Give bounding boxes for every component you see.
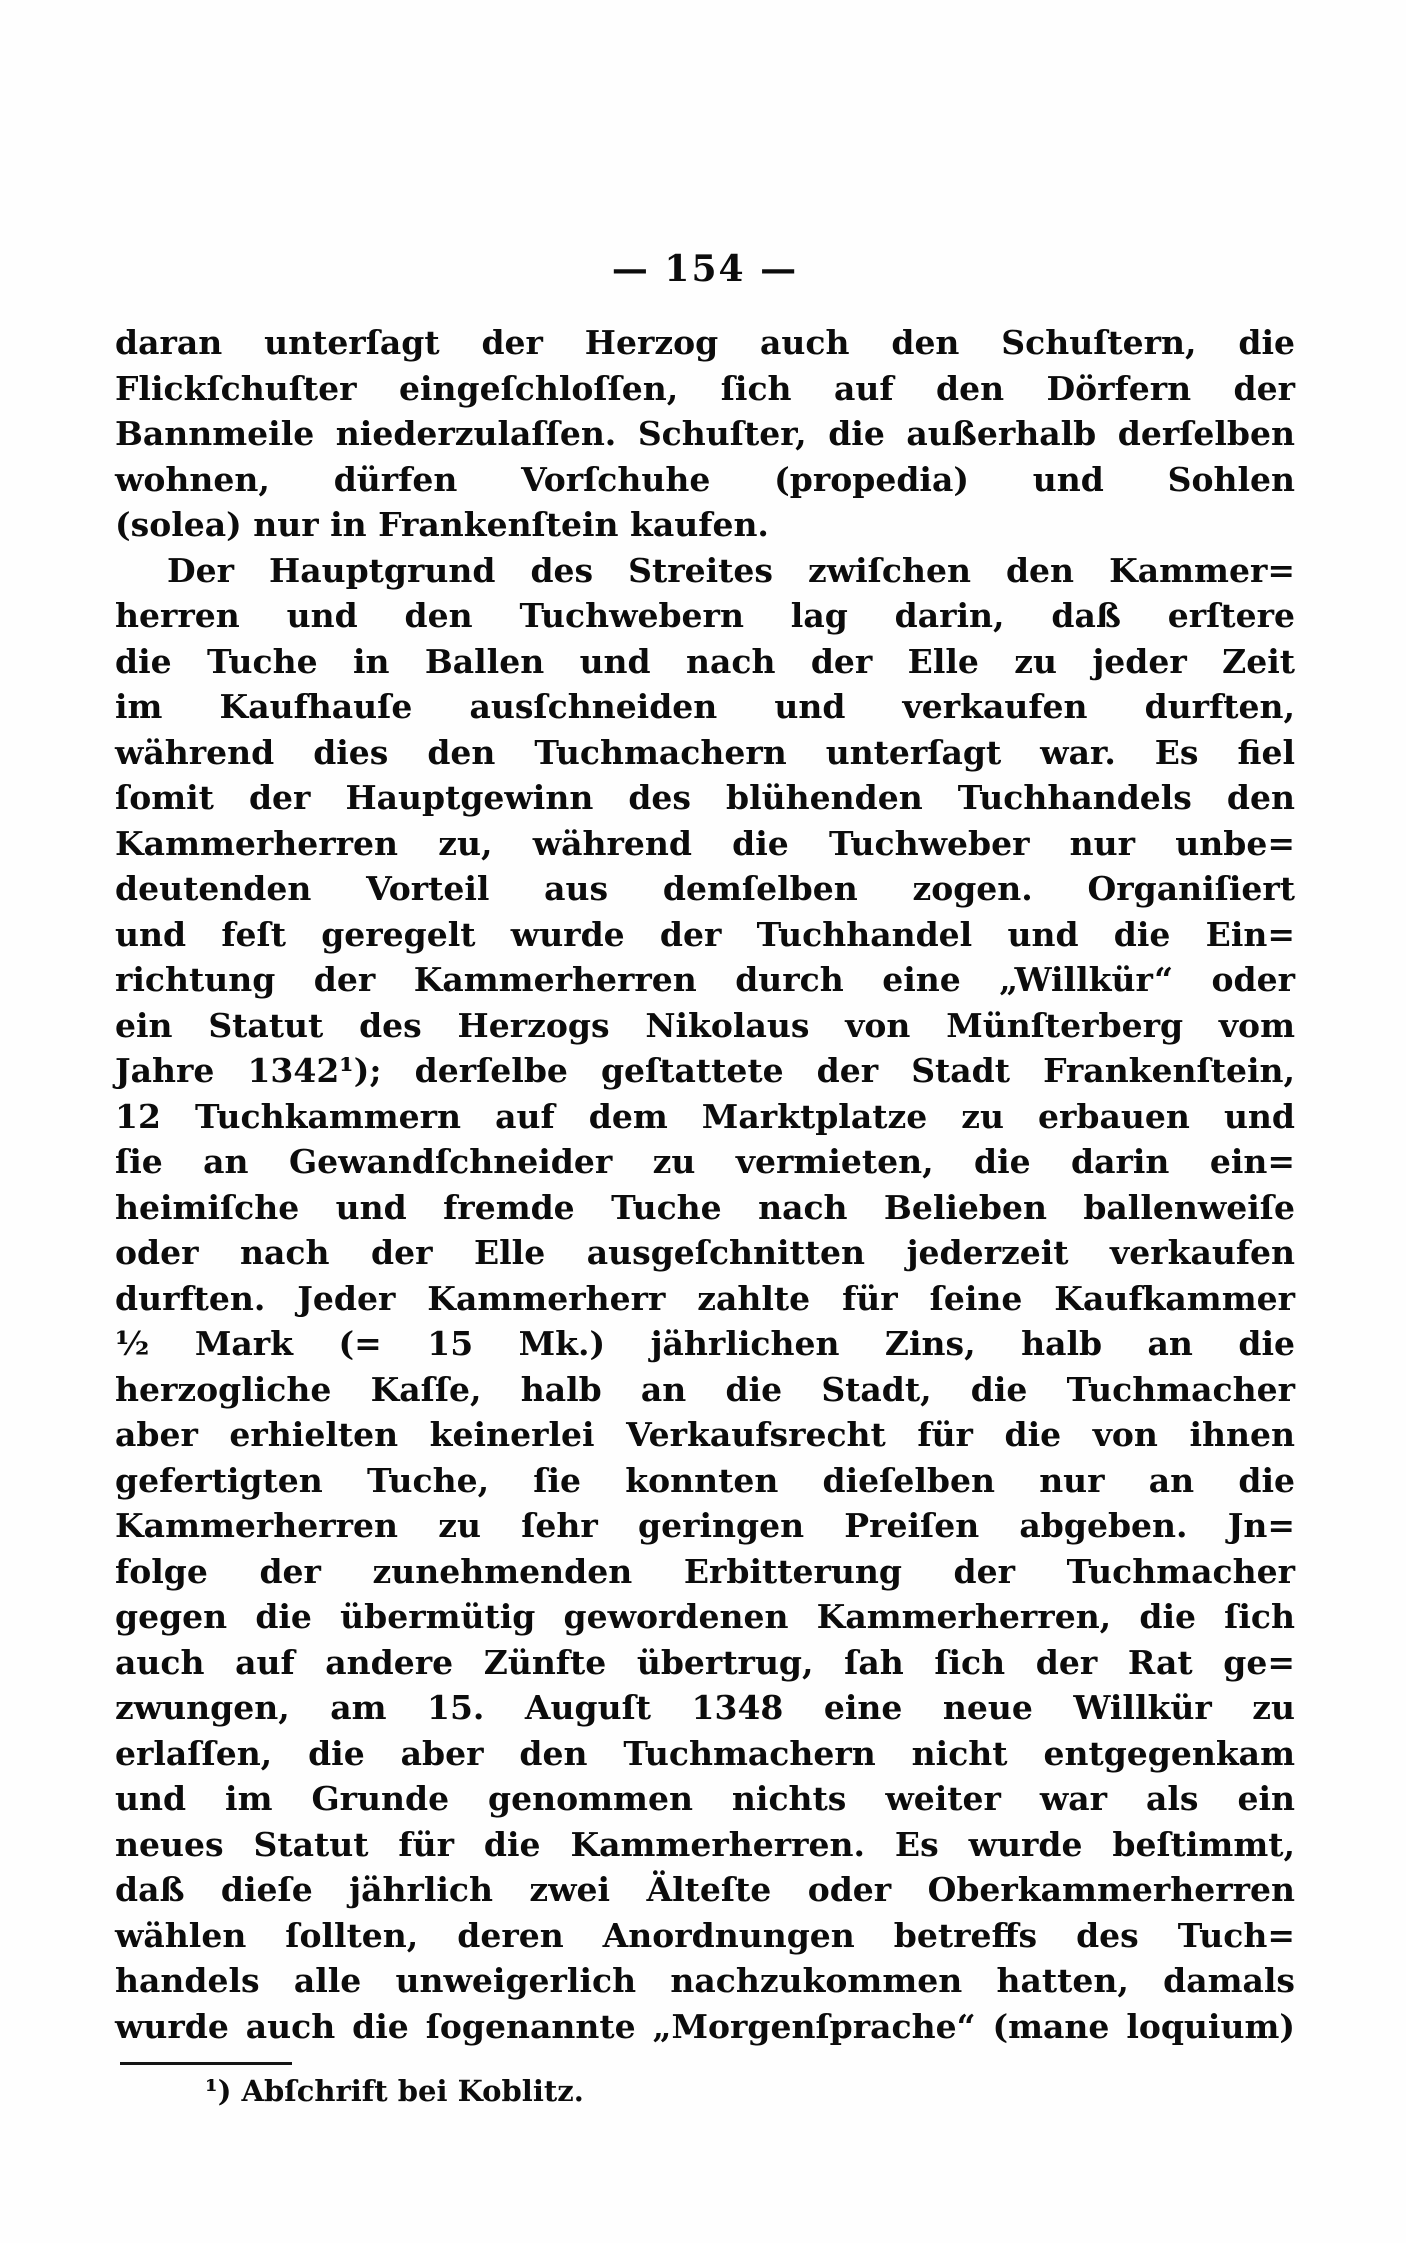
text-line: daß dieſe jährlich zwei Älteſte oder Oberkammerherren [115, 1870, 1295, 1909]
text-line: und feſt geregelt wurde der Tuchhandel und die Ein= [115, 914, 1295, 954]
text-line: während dies den Tuchmachern unterſagt war. Es fiel [115, 732, 1295, 772]
text-line: daran unterſagt der Herzog auch den Schuſtern, die [115, 323, 1295, 362]
text-line: aber erhielten keinerlei Verkaufsrecht für die von ihnen [115, 1415, 1295, 1454]
text-line: erlaſſen, die aber den Tuchmachern nicht entgegenkam [115, 1733, 1295, 1773]
text-line: wohnen, dürfen Vorſchuhe (propedia) und Sohlen [115, 459, 1295, 499]
text-line: folge der zunehmenden Erbitterung der Tuchmacher [115, 1551, 1295, 1591]
footnote: ¹) Abſchrift bei Koblitz. [205, 2074, 584, 2108]
paragraph-cloth-trade [115, 548, 1295, 2050]
text-line: im Kaufhauſe ausſchneiden und verkaufen durften, [115, 687, 1295, 726]
text-line: Der Hauptgrund des Streites zwiſchen den Kammer= [167, 550, 1295, 590]
text-line: deutenden Vorteil aus demſelben zogen. Organiſiert [115, 869, 1295, 908]
text-line: neues Statut für die Kammerherren. Es wurde beſtimmt, [115, 1824, 1295, 1864]
text-line: ein Statut des Herzogs Nikolaus von Münſterberg vom [115, 1005, 1295, 1045]
text-line: heimiſche und fremde Tuche nach Belieben ballenweiſe [115, 1187, 1295, 1227]
text-line: zwungen, am 15. Auguſt 1348 eine neue Willkür zu [115, 1688, 1295, 1727]
text-line: herzogliche Kaſſe, halb an die Stadt, die Tuchmacher [115, 1369, 1295, 1409]
text-line: herren und den Tuchwebern lag darin, daß erſtere [115, 596, 1295, 635]
text-line: Jahre 1342¹); derſelbe geſtattete der Stadt Frankenſtein, [115, 1051, 1295, 1090]
text-line: Kammerherren zu ſehr geringen Preiſen abgeben. Jn= [115, 1506, 1295, 1545]
text-line: wurde auch die ſogenannte „Morgenſprache“ (mane loquium) [115, 2006, 1295, 2046]
text-line: ½ Mark (= 15 Mk.) jährlichen Zins, halb an die [115, 1324, 1295, 1363]
text-line: ſomit der Hauptgewinn des blühenden Tuchhandels den [115, 778, 1295, 817]
page-number: — 154 — [611, 248, 799, 290]
text-line: handels alle unweigerlich nachzukommen hatten, damals [115, 1961, 1295, 2000]
text-line: ſie an Gewandſchneider zu vermieten, die darin ein= [115, 1142, 1295, 1181]
footnote-separator [120, 2062, 292, 2065]
text-line: 12 Tuchkammern auf dem Marktplatze zu erbauen und [115, 1096, 1295, 1136]
text-line: und im Grunde genommen nichts weiter war als ein [115, 1779, 1295, 1818]
text-line: durften. Jeder Kammerherr zahlte für ſeine Kaufkammer [115, 1278, 1295, 1318]
text-line: gegen die übermütig gewordenen Kammerherren, die ſich [115, 1597, 1295, 1636]
text-line: auch auf andere Zünfte übertrug, ſah ſich der Rat ge= [115, 1642, 1295, 1682]
text-line: wählen ſollten, deren Anordnungen betreffs des Tuch= [115, 1915, 1295, 1955]
text-line: (solea) nur in Frankenſtein kaufen. [115, 505, 769, 544]
page-text [115, 320, 1295, 2049]
text-line: Flickſchuſter eingeſchloſſen, ſich auf den Dörfern der [115, 368, 1295, 408]
text-line: richtung der Kammerherren durch eine „Willkür“ oder [115, 960, 1295, 999]
text-line: die Tuche in Ballen und nach der Elle zu jeder Zeit [115, 641, 1295, 681]
text-line: gefertigten Tuche, ſie konnten dieſelben nur an die [115, 1460, 1295, 1500]
text-line: Kammerherren zu, während die Tuchweber nur unbe= [115, 823, 1295, 863]
text-line: oder nach der Elle ausgeſchnitten jederzeit verkaufen [115, 1233, 1295, 1272]
text-line: Bannmeile niederzulaſſen. Schuſter, die außerhalb derſelben [115, 414, 1295, 453]
paragraph-shoemakers [115, 320, 1295, 548]
